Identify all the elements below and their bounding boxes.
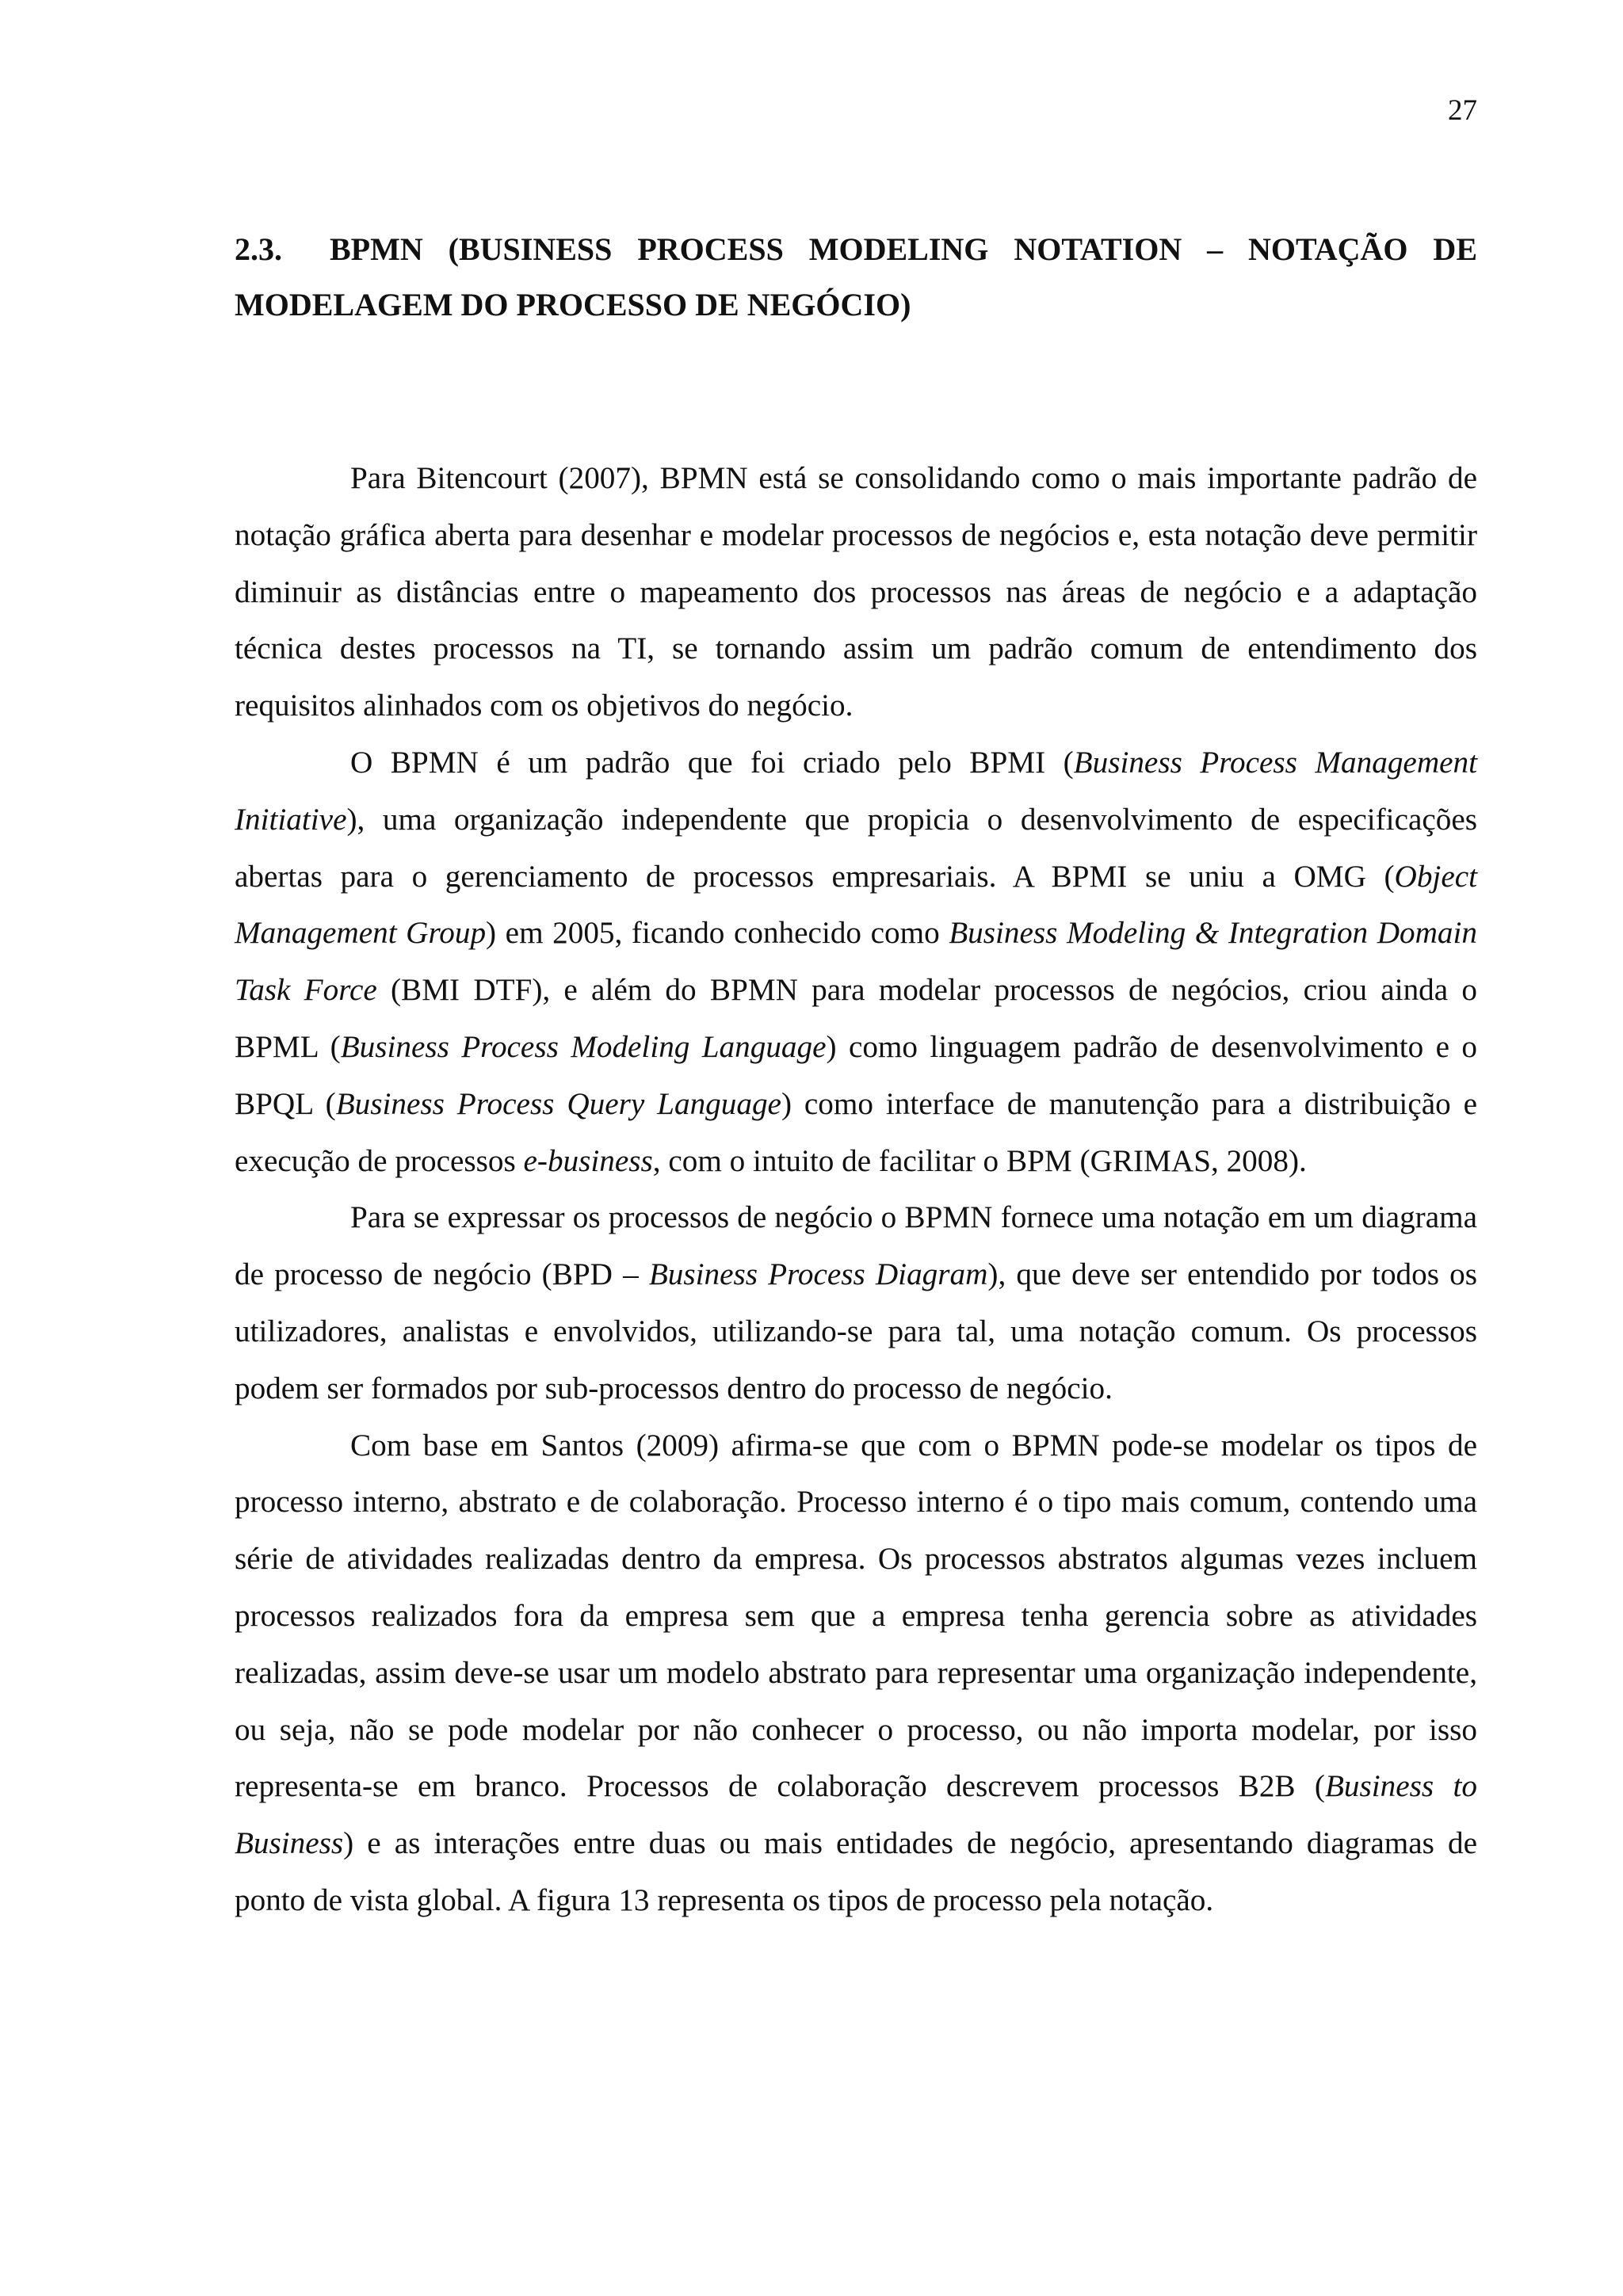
italic-term: Business Process Query Language <box>335 1086 781 1121</box>
body-paragraph <box>235 1417 1477 1929</box>
page-number: 27 <box>1448 94 1477 127</box>
text-run: ) como linguagem padrão de desenvolvimento e o BPQL ( <box>235 1029 1477 1121</box>
body-text <box>235 450 1477 1929</box>
italic-term: e-business <box>523 1143 653 1178</box>
text-run: ) em 2005, ficando conhecido como <box>486 916 949 951</box>
italic-term: Object Management Group <box>235 859 1477 951</box>
italic-term: Business Modeling & Integration Domain Task Force <box>235 916 1477 1008</box>
body-paragraph <box>235 450 1477 734</box>
italic-term: Business to Business <box>235 1769 1477 1861</box>
text-run: (BMI DTF), e além do BPMN para modelar processos de negócios, criou ainda o BPML ( <box>235 973 1477 1064</box>
text-run: ) como interface de manutenção para a distribuição e execução de processos <box>235 1086 1478 1178</box>
text-run: ), uma organização independente que propicia o desenvolvimento de especificações abertas para o gerenciamento de processos empresariais. A BPMI se uniu a OMG ( <box>235 802 1477 894</box>
text-run: Para Bitencourt (2007), BPMN está se consolidando como o mais importante padrão de notação gráfica aberta para desenhar e modelar processos de negócios e, esta notação deve permitir diminuir as distâncias entre o mapeamento dos processos nas áreas de negócio e a adaptação técnica destes processos na TI, se tornando assim um padrão comum de entendimento dos requisitos alinhados com os objetivos do negócio. <box>235 461 1477 723</box>
italic-term: Business Process Modeling Language <box>340 1029 827 1064</box>
italic-term: Business Process Diagram <box>648 1257 988 1292</box>
italic-term: Business Process Management Initiative <box>235 745 1477 837</box>
section-heading <box>235 222 1477 333</box>
body-paragraph <box>235 1189 1477 1417</box>
section-number: 2.3. <box>235 231 282 267</box>
text-run: Com base em Santos (2009) afirma-se que com o BPMN pode-se modelar os tipos de processo interno, abstrato e de colaboração. Processo interno é o tipo mais comum, contendo uma série de atividades realizadas dentro da empresa. Os processos abstratos algumas vezes incluem processos realizados fora da empresa sem que a empresa tenha gerencia sobre as atividades realizadas, assim deve-se usar um modelo abstrato para representar uma organização independente, ou seja, não se pode modelar por não conhecer o processo, ou não importa modelar, por isso representa-se em branco. Processos de colaboração descrevem processos B2B ( <box>235 1428 1477 1804</box>
text-run: Para se expressar os processos de negócio o BPMN fornece uma notação em um diagrama de processo de negócio (BPD – <box>235 1200 1477 1292</box>
body-paragraph <box>235 734 1477 1189</box>
text-run: , com o intuito de facilitar o BPM (GRIMAS, 2008). <box>652 1143 1307 1178</box>
text-run: ), que deve ser entendido por todos os utilizadores, analistas e envolvidos, utilizando-se para tal, uma notação comum. Os processos podem ser formados por sub-processos dentro do processo de negócio. <box>235 1257 1477 1405</box>
text-run: ) e as interações entre duas ou mais entidades de negócio, apresentando diagramas de ponto de vista global. A figura 13 representa os tipos de processo pela notação. <box>235 1826 1477 1917</box>
text-run: O BPMN é um padrão que foi criado pelo BPMI ( <box>350 745 1074 780</box>
section-title: BPMN (BUSINESS PROCESS MODELING NOTATION – NOTAÇÃO DE MODELAGEM DO PROCESSO DE NEGÓCIO) <box>235 231 1477 322</box>
